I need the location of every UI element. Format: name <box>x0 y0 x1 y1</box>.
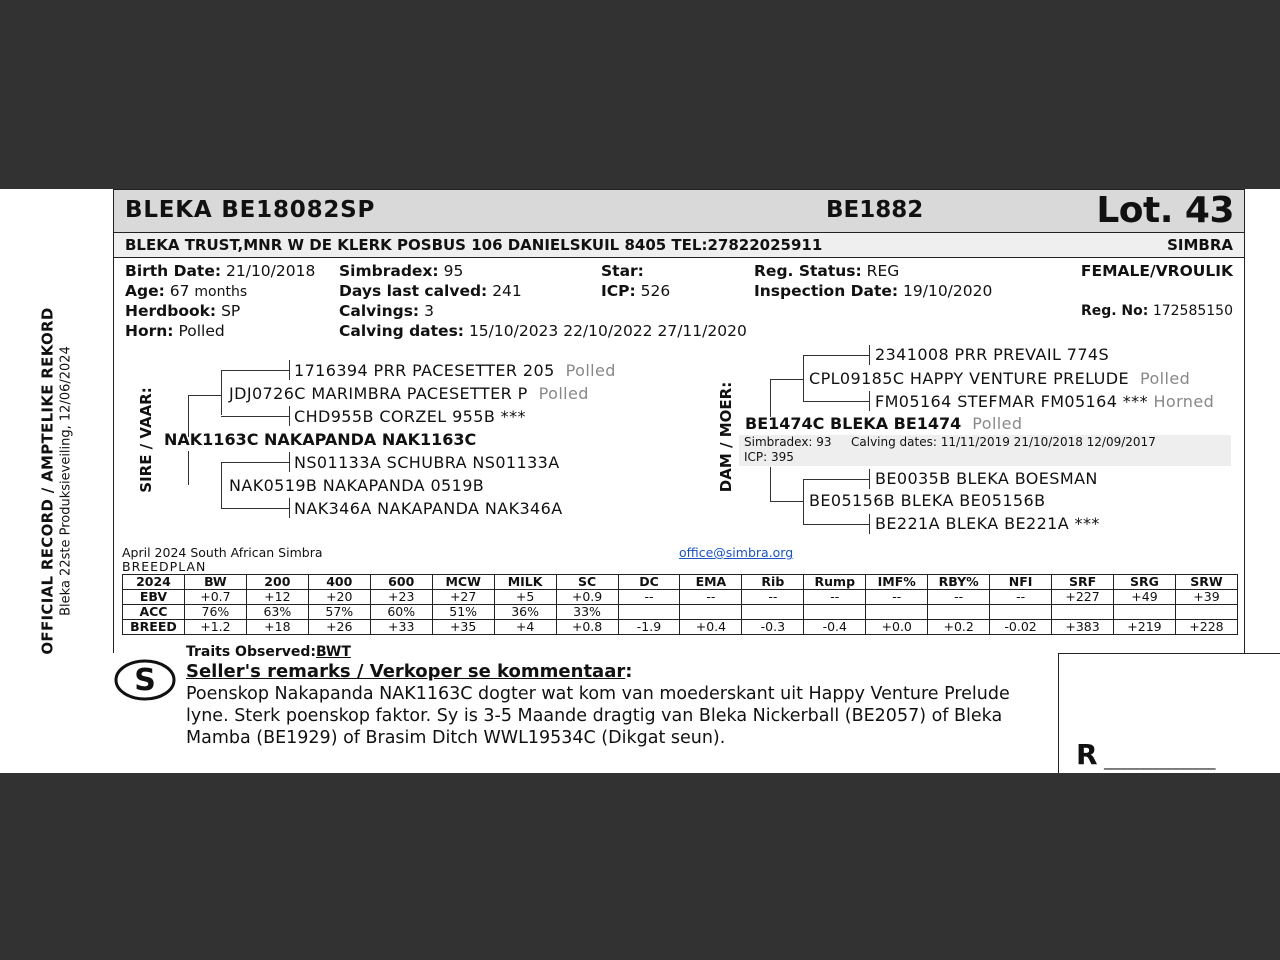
dam-bracket-line <box>770 379 804 380</box>
acc-cell: 63% <box>246 605 308 620</box>
acc-cell: 57% <box>308 605 370 620</box>
breed-cell: +228 <box>1175 620 1237 635</box>
ebv-header-cell: BW <box>184 575 246 590</box>
acc-cell <box>866 605 928 620</box>
dam-sire-dam: FM05164 STEFMAR FM05164 *** Horned <box>875 392 1215 411</box>
ebv-cell: -- <box>618 590 680 605</box>
ebv-header-cell: RBY% <box>928 575 990 590</box>
breedplan-label: BREEDPLAN <box>122 559 207 574</box>
ebv-header-cell: Rump <box>804 575 866 590</box>
ebv-cell: -- <box>990 590 1052 605</box>
sire-sire-dam: CHD955B CORZEL 955B *** <box>294 407 526 426</box>
sire-bracket-line <box>289 498 290 518</box>
ebv-cell: +39 <box>1175 590 1237 605</box>
traits-observed: Traits Observed:BWT <box>186 644 351 660</box>
breed-cell: +219 <box>1114 620 1176 635</box>
breed-cell: +4 <box>494 620 556 635</box>
calvings: Calvings: 3 <box>339 302 434 320</box>
acc-cell: 60% <box>370 605 432 620</box>
acc-cell <box>928 605 990 620</box>
row-label: EBV <box>123 590 185 605</box>
birth-date: Birth Date: 21/10/2018 <box>125 262 316 280</box>
acc-cell <box>990 605 1052 620</box>
acc-cell <box>618 605 680 620</box>
breed-cell: +18 <box>246 620 308 635</box>
dam-sire-sire: 2341008 PRR PREVAIL 774S <box>875 345 1110 364</box>
ebv-table <box>122 574 1238 635</box>
email-link[interactable]: office@simbra.org <box>679 545 794 560</box>
ebv-header-cell: IMF% <box>866 575 928 590</box>
sire-bracket-line <box>289 360 290 380</box>
dam-bracket-line <box>803 479 804 525</box>
auction-caption: Bleka 22ste Produksieveiling, 12/06/2024 <box>58 346 74 616</box>
ebv-cell: +20 <box>308 590 370 605</box>
ebv-cell: -- <box>928 590 990 605</box>
acc-cell <box>742 605 804 620</box>
reg-status: Reg. Status: REG <box>754 262 900 280</box>
price-blank: _________________ <box>1104 752 1215 770</box>
ebv-header-cell: NFI <box>990 575 1052 590</box>
acc-cell <box>1175 605 1237 620</box>
horn: Horn: Polled <box>125 322 225 340</box>
sire-sire-sire: 1716394 PRR PACESETTER 205 Polled <box>294 361 616 380</box>
owner-bar <box>114 233 1244 258</box>
ebv-header-cell: 400 <box>308 575 370 590</box>
dam-dam: BE05156B BLEKA BE05156B <box>809 491 1046 510</box>
breed-cell: +0.4 <box>680 620 742 635</box>
official-record-label: OFFICIAL RECORD / AMPTELIKE REKORD <box>38 307 57 655</box>
dam-name: BE1474C BLEKA BE1474 Polled <box>745 414 1023 433</box>
ebv-cell: -- <box>866 590 928 605</box>
icp: ICP: 526 <box>601 282 671 300</box>
sire-bracket-line <box>221 370 289 371</box>
remarks-line: Poenskop Nakapanda NAK1163C dogter wat kom van moederskant uit Happy Venture Prelude <box>186 684 1010 704</box>
breed-cell: +26 <box>308 620 370 635</box>
sex: FEMALE/VROULIK <box>1080 262 1233 280</box>
ebv-header-cell: SRW <box>1175 575 1237 590</box>
acc-row <box>123 605 1238 620</box>
dam-details-box <box>739 435 1231 466</box>
dam-dam-dam: BE221A BLEKA BE221A *** <box>875 514 1100 533</box>
breed-label: SIMBRA <box>1167 236 1233 254</box>
side-caption <box>0 189 112 773</box>
dam-simbradex: Simbradex: 93 <box>744 435 832 449</box>
breed-cell: +0.0 <box>866 620 928 635</box>
source-label: April 2024 South African Simbra <box>122 545 323 560</box>
ebv-cell: -- <box>804 590 866 605</box>
ebv-cell: +5 <box>494 590 556 605</box>
dam-calving-dates: Calving dates: 11/11/2019 21/10/2018 12/09/2017 <box>851 435 1156 449</box>
dam-dam-sire: BE0035B BLEKA BOESMAN <box>875 469 1098 488</box>
breed-cell: +0.2 <box>928 620 990 635</box>
dam-bracket-line <box>803 355 869 356</box>
breed-cell: -0.02 <box>990 620 1052 635</box>
acc-cell <box>804 605 866 620</box>
simbra-logo-icon <box>114 658 176 702</box>
acc-cell: 33% <box>556 605 618 620</box>
ebv-cell: +49 <box>1114 590 1176 605</box>
row-label: ACC <box>123 605 185 620</box>
sire-dam-sire: NS01133A SCHUBRA NS01133A <box>294 453 560 472</box>
dam-bracket-line <box>803 355 804 402</box>
breed-cell: +35 <box>432 620 494 635</box>
animal-code: BE1882 <box>826 197 924 223</box>
breed-row <box>123 620 1238 635</box>
breed-cell: +1.2 <box>184 620 246 635</box>
acc-cell: 76% <box>184 605 246 620</box>
ebv-cell: +27 <box>432 590 494 605</box>
sire-bracket-line <box>289 452 290 472</box>
card-header <box>114 190 1244 233</box>
breed-cell: -1.9 <box>618 620 680 635</box>
acc-cell: 36% <box>494 605 556 620</box>
breed-cell: -0.4 <box>804 620 866 635</box>
rand-symbol: R <box>1076 738 1098 771</box>
price-box[interactable] <box>1058 653 1280 773</box>
sire-dam: NAK0519B NAKAPANDA 0519B <box>229 476 485 495</box>
sire-bracket-line <box>221 416 289 417</box>
dam-bracket-line <box>803 401 869 402</box>
reg-no: Reg. No: 172585150 <box>1080 303 1233 319</box>
remarks-line: Mamba (BE1929) of Brasim Ditch WWL19534C (Dikgat seun). <box>186 728 726 748</box>
breed-cell: +33 <box>370 620 432 635</box>
simbradex: Simbradex: 95 <box>339 262 464 280</box>
inspection-date: Inspection Date: 19/10/2020 <box>754 282 993 300</box>
dam-bracket-line <box>803 479 869 480</box>
acc-cell <box>1114 605 1176 620</box>
sire-bracket-line <box>289 406 290 426</box>
breed-cell: -0.3 <box>742 620 804 635</box>
breed-cell: +383 <box>1052 620 1114 635</box>
dam-bracket-line <box>869 514 870 534</box>
sire-bracket-line <box>188 451 189 485</box>
calving-dates: Calving dates: 15/10/2023 22/10/2022 27/11/2020 <box>339 322 747 340</box>
dam-bracket-line <box>869 345 870 365</box>
sire-bracket-line <box>221 462 289 463</box>
ebv-cell: +12 <box>246 590 308 605</box>
row-label: 2024 <box>123 575 185 590</box>
sire-label: SIRE / VAAR: <box>137 387 155 493</box>
age: Age: 67 months <box>125 282 248 300</box>
ebv-header-cell: EMA <box>680 575 742 590</box>
lot-number: Lot. 43 <box>1096 190 1234 231</box>
dam-bracket-line <box>770 379 771 417</box>
animal-card <box>113 189 1245 653</box>
dam-bracket-line <box>869 391 870 411</box>
ebv-header-cell: MCW <box>432 575 494 590</box>
ebv-cell: +0.9 <box>556 590 618 605</box>
sire-bracket-line <box>221 508 289 509</box>
row-label: BREED <box>123 620 185 635</box>
dam-sire: CPL09185C HAPPY VENTURE PRELUDE Polled <box>809 369 1191 388</box>
breed-cell: +0.8 <box>556 620 618 635</box>
acc-cell: 51% <box>432 605 494 620</box>
days-last-calved: Days last calved: 241 <box>339 282 522 300</box>
ebv-header-cell: 600 <box>370 575 432 590</box>
dam-bracket-line <box>803 524 869 525</box>
ebv-header-row <box>123 575 1238 590</box>
owner-address: BLEKA TRUST,MNR W DE KLERK POSBUS 106 DANIELSKUIL 8405 TEL:27822025911 <box>125 236 823 254</box>
ebv-header-cell: SRF <box>1052 575 1114 590</box>
ebv-header-cell: Rib <box>742 575 804 590</box>
dam-bracket-line <box>770 501 804 502</box>
animal-name: BLEKA BE18082SP <box>125 197 376 223</box>
ebv-header-cell: 200 <box>246 575 308 590</box>
remarks-title: Seller's remarks / Verkoper se kommentaar: <box>186 661 633 682</box>
acc-cell <box>1052 605 1114 620</box>
ebv-header-cell: SRG <box>1114 575 1176 590</box>
ebv-header-cell: SC <box>556 575 618 590</box>
svg-text:S: S <box>134 663 156 698</box>
sire-name: NAK1163C NAKAPANDA NAK1163C <box>164 430 477 449</box>
sire-bracket-line <box>188 395 222 396</box>
herdbook: Herdbook: SP <box>125 302 241 320</box>
dam-bracket-line <box>770 467 771 501</box>
ebv-header-cell: DC <box>618 575 680 590</box>
star: Star: <box>601 262 644 280</box>
sire-sire: JDJ0726C MARIMBRA PACESETTER P Polled <box>229 384 589 403</box>
ebv-header-cell: MILK <box>494 575 556 590</box>
ebv-cell: +227 <box>1052 590 1114 605</box>
ebv-row <box>123 590 1238 605</box>
sire-bracket-line <box>221 462 222 508</box>
ebv-cell: +23 <box>370 590 432 605</box>
ebv-cell: -- <box>680 590 742 605</box>
acc-cell <box>680 605 742 620</box>
sire-bracket-line <box>221 370 222 415</box>
remarks-line: lyne. Sterk poenskop faktor. Sy is 3-5 Maande dragtig van Bleka Nickerball (BE2057) of Bleka <box>186 706 1003 726</box>
ebv-cell: -- <box>742 590 804 605</box>
sire-dam-dam: NAK346A NAKAPANDA NAK346A <box>294 499 563 518</box>
dam-label: DAM / MOER: <box>717 381 735 493</box>
dam-icp: ICP: 395 <box>744 450 794 464</box>
dam-bracket-line <box>869 469 870 489</box>
ebv-cell: +0.7 <box>184 590 246 605</box>
